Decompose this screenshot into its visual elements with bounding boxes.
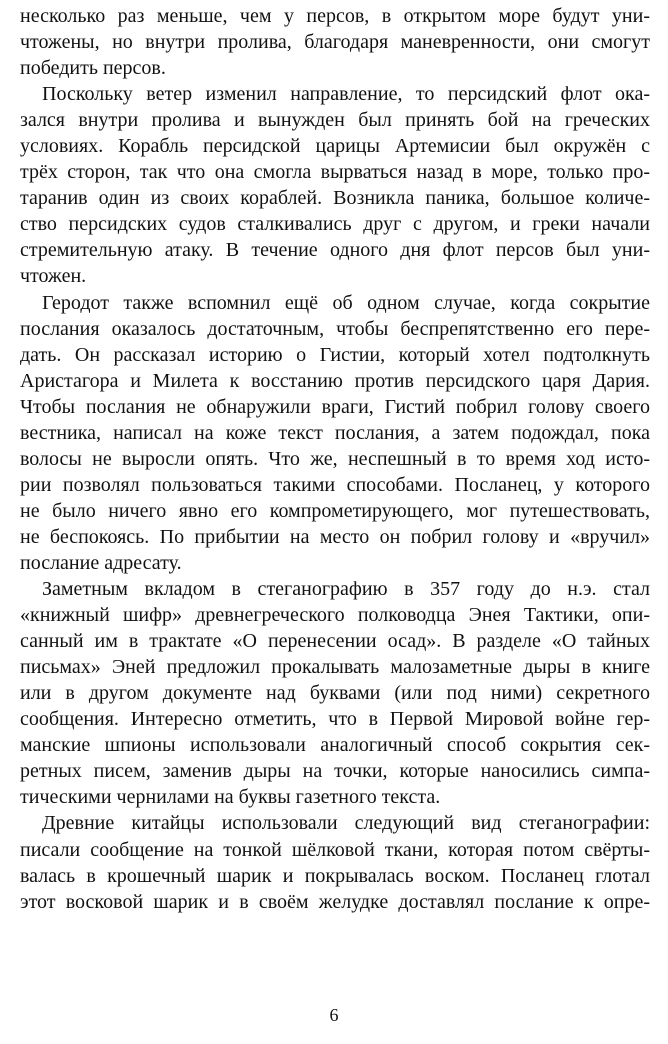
text-line: «книжный шифр» древнегреческого полководца Энея Тактики, опи-	[20, 604, 650, 627]
text-line: победить персов.	[20, 57, 166, 80]
text-line: рии позволял пользоваться такими способами. Посланец, у которого	[20, 473, 650, 496]
text-line: этот восковой шарик и в своём желудке доставлял послание к опре-	[20, 890, 650, 913]
text-line: не беспокоясь. По прибытии на место он побрил голову и «вручил»	[20, 525, 650, 548]
text-line: Заметным вкладом в стеганографию в 357 году до н.э. стал	[42, 578, 650, 601]
page-number: 6	[329, 1005, 339, 1025]
text-line: Поскольку ветер изменил направление, то персидский флот ока-	[42, 83, 650, 106]
text-line: санный им в трактате «О перенесении осад». В разделе «О тайных	[20, 630, 650, 653]
text-line: вестника, написал на коже текст послания, а затем подождал, пока	[20, 421, 650, 444]
text-line: Древние китайцы использовали следующий вид стеганографии:	[42, 812, 650, 835]
text-line: таранив один из своих кораблей. Возникла паника, большое количе-	[20, 187, 650, 210]
text-line: не было ничего явно его компрометирующего, мог путешествовать,	[20, 499, 650, 522]
text-line: валась в крошечный шарик и покрывалась воском. Посланец глотал	[20, 864, 650, 887]
text-line: писали сообщение на тонкой шёлковой ткани, которая потом свёрты-	[20, 838, 650, 861]
text-line: письмах» Эней предложил прокалывать малозаметные дыры в книге	[20, 656, 650, 679]
text-line: послание адресату.	[20, 551, 182, 574]
text-line: сообщения. Интересно отметить, что в Первой Мировой войне гер-	[20, 708, 650, 731]
text-line: Чтобы послания не обнаружили враги, Гистий побрил голову своего	[20, 395, 650, 418]
paragraph	[20, 290, 650, 577]
body-text	[20, 3, 650, 915]
text-line: ретных писем, заменив дыры на точки, которые наносились симпа-	[20, 760, 650, 783]
text-line: волосы не выросли опять. Что же, неспешный в то время ход исто-	[20, 447, 650, 470]
paragraph	[20, 576, 650, 810]
paragraph	[20, 81, 650, 289]
text-line: условиях. Корабль персидской царицы Артемисии был окружён с	[20, 135, 650, 158]
text-line: несколько раз меньше, чем у персов, в открытом море будут уни-	[20, 5, 650, 27]
text-line: Аристагора и Милета к восстанию против персидского царя Дария.	[20, 369, 650, 392]
text-line: ство персидских судов сталкивались друг с другом, и греки начали	[20, 213, 650, 236]
text-line: чтожен.	[20, 265, 87, 288]
text-line: трёх сторон, так что она смогла вырваться назад в море, только про-	[20, 161, 650, 184]
text-line: Геродот также вспомнил ещё об одном случае, когда сокрытие	[42, 291, 650, 314]
text-line: послания оказалось достаточным, чтобы беспрепятственно его пере-	[20, 317, 650, 340]
paragraph	[20, 3, 650, 81]
text-line: стремительную атаку. В течение одного дня флот персов был уни-	[20, 239, 650, 262]
text-line: зался внутри пролива и вынужден был принять бой на греческих	[20, 109, 650, 132]
text-line: дать. Он рассказал историю о Гистии, который хотел подтолкнуть	[20, 343, 650, 366]
paragraph	[20, 810, 650, 914]
text-line: тическими чернилами на буквы газетного текста.	[20, 786, 441, 809]
text-line: чтожены, но внутри пролива, благодаря маневренности, они смогут	[20, 31, 650, 54]
text-line: манские шпионы использовали аналогичный способ сокрытия сек-	[20, 734, 650, 757]
text-line: или в другом документе над буквами (или под ними) секретного	[20, 682, 650, 705]
